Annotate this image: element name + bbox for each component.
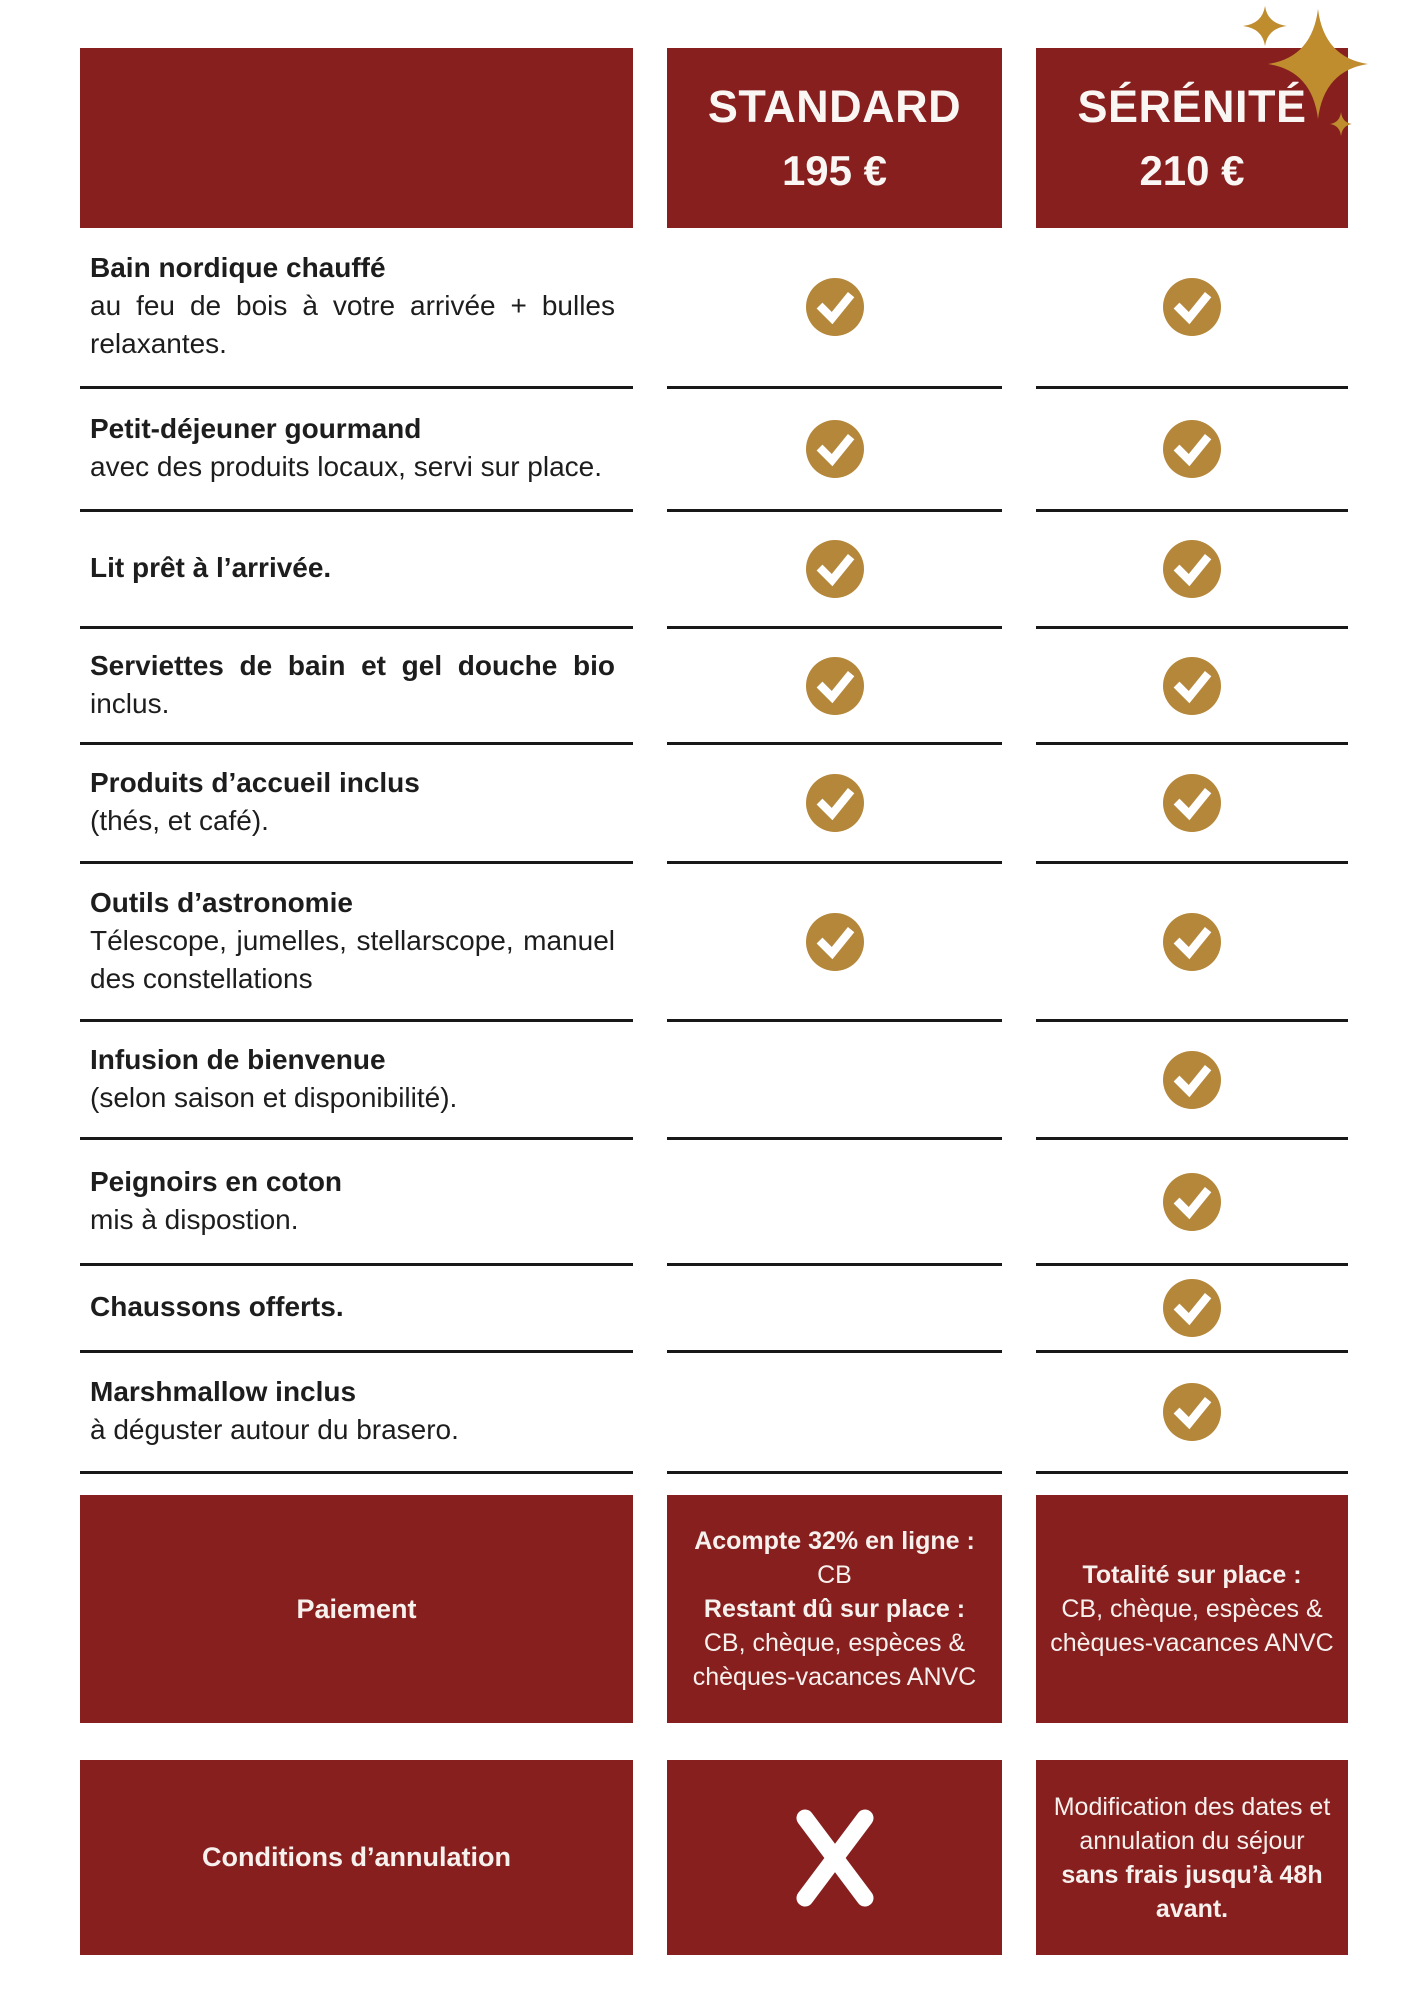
feature-description: avec des produits locaux, servi sur place. (90, 451, 603, 482)
feature-label-cell (80, 864, 633, 1022)
feature-standard-cell (667, 512, 1002, 629)
feature-text (90, 1288, 615, 1326)
feature-row (80, 1353, 1348, 1474)
x-mark-icon (785, 1802, 885, 1914)
feature-text (90, 764, 615, 840)
feature-row (80, 389, 1348, 512)
feature-row (80, 745, 1348, 864)
feature-standard-cell (667, 1022, 1002, 1140)
payment-standard-line: CB, chèque, espèces & (703, 1629, 966, 1657)
feature-row (80, 864, 1348, 1022)
feature-serenite-cell (1036, 512, 1348, 629)
check-circle-icon (1163, 1051, 1221, 1109)
feature-label-cell (80, 512, 633, 629)
plan-name-standard: STANDARD (707, 81, 962, 132)
check-circle-icon (806, 540, 864, 598)
check-circle-icon (806, 657, 864, 715)
cancellation-label: Conditions d’annulation (202, 1842, 511, 1872)
cancellation-serenite-line: Modification des dates et (1053, 1792, 1331, 1821)
feature-description: (selon saison et disponibilité). (90, 1081, 458, 1113)
feature-label-cell (80, 1353, 633, 1474)
plan-price-standard: 195 € (781, 147, 888, 194)
check-circle-icon (1163, 1173, 1221, 1231)
feature-row (80, 512, 1348, 629)
feature-text (90, 1373, 615, 1449)
payment-standard-line: chèques-vacances ANVC (692, 1663, 977, 1691)
feature-label-cell (80, 389, 633, 512)
feature-title: Peignoirs en coton (90, 1165, 343, 1197)
payment-standard-line: CB (817, 1561, 852, 1589)
payment-standard-cell (667, 1495, 1002, 1723)
cancellation-row (80, 1760, 1348, 1955)
check-circle-icon (1163, 774, 1221, 832)
feature-text (90, 647, 615, 723)
payment-label-cell (80, 1495, 633, 1723)
feature-standard-cell (667, 1140, 1002, 1266)
plan-name-serenite: SÉRÉNITÉ (1077, 81, 1307, 132)
feature-serenite-cell (1036, 1353, 1348, 1474)
check-circle-icon (1163, 420, 1221, 478)
check-circle-icon (806, 774, 864, 832)
payment-standard-line: Restant dû sur place : (703, 1595, 966, 1623)
feature-serenite-cell (1036, 1266, 1348, 1353)
feature-description: (thés, et café). (90, 805, 269, 836)
feature-text (90, 249, 615, 363)
feature-description: à déguster autour du brasero. (90, 1414, 459, 1445)
feature-standard-cell (667, 864, 1002, 1022)
feature-label-cell (80, 1022, 633, 1140)
payment-serenite-line: chèques-vacances ANVC (1050, 1629, 1334, 1657)
feature-title: Marshmallow inclus (90, 1376, 357, 1407)
feature-serenite-cell (1036, 745, 1348, 864)
check-circle-icon (806, 420, 864, 478)
feature-text (90, 884, 615, 998)
feature-serenite-cell (1036, 389, 1348, 512)
feature-description: inclus. (90, 687, 170, 719)
feature-title: Produits d’accueil inclus (90, 767, 420, 798)
feature-serenite-cell (1036, 864, 1348, 1022)
feature-description: Télescope, jumelles, stellarscope, manuel des constellations (90, 924, 615, 994)
check-circle-icon (1163, 540, 1221, 598)
feature-text (90, 549, 615, 587)
cancellation-serenite-cell (1036, 1760, 1348, 1955)
payment-serenite-line: Totalité sur place : (1082, 1561, 1302, 1589)
table-header (80, 48, 1348, 228)
feature-standard-cell (667, 389, 1002, 512)
feature-description: mis à dispostion. (90, 1203, 299, 1235)
sparkles-icon (1196, 0, 1414, 160)
check-circle-icon (1163, 913, 1221, 971)
feature-title: Lit prêt à l’arrivée. (90, 552, 332, 583)
feature-standard-cell (667, 629, 1002, 745)
feature-row (80, 1022, 1348, 1140)
feature-title: Petit-déjeuner gourmand (90, 413, 422, 444)
feature-title: Chaussons offerts. (90, 1291, 344, 1322)
payment-row (80, 1495, 1348, 1723)
feature-title: Bain nordique chauffé (90, 252, 386, 283)
plan-price-serenite: 210 € (1139, 147, 1245, 194)
feature-title: Serviettes de bain et gel douche bio (90, 649, 615, 681)
features-list (0, 228, 1414, 1474)
feature-text (90, 410, 615, 486)
check-circle-icon (1163, 1279, 1221, 1337)
feature-label-cell (80, 1140, 633, 1266)
feature-label-cell (80, 1266, 633, 1353)
feature-label-cell (80, 629, 633, 745)
header-plan-standard (667, 48, 1002, 228)
payment-serenite-line: CB, chèque, espèces & (1061, 1595, 1323, 1623)
feature-row (80, 228, 1348, 389)
feature-standard-cell (667, 1266, 1002, 1353)
feature-label-cell (80, 228, 633, 389)
feature-text (90, 1041, 615, 1117)
payment-serenite-cell (1036, 1495, 1348, 1723)
payment-standard-line: Acompte 32% en ligne : (694, 1527, 975, 1555)
feature-standard-cell (667, 745, 1002, 864)
cancellation-serenite-line: avant. (1155, 1894, 1229, 1923)
feature-serenite-cell (1036, 1022, 1348, 1140)
cancellation-standard-cell (667, 1760, 1002, 1955)
feature-standard-cell (667, 1353, 1002, 1474)
feature-description: au feu de bois à votre arrivée + bulles relaxantes. (90, 290, 615, 359)
feature-text (90, 1163, 615, 1239)
header-empty-cell (80, 48, 633, 228)
feature-serenite-cell (1036, 228, 1348, 389)
feature-serenite-cell (1036, 1140, 1348, 1266)
feature-row (80, 1140, 1348, 1266)
cancellation-serenite-line: sans frais jusqu’à 48h (1061, 1860, 1323, 1889)
feature-row (80, 1266, 1348, 1353)
cancellation-label-cell (80, 1760, 633, 1955)
check-circle-icon (1163, 657, 1221, 715)
feature-serenite-cell (1036, 629, 1348, 745)
check-circle-icon (806, 913, 864, 971)
feature-title: Infusion de bienvenue (90, 1043, 386, 1075)
feature-title: Outils d’astronomie (90, 886, 353, 918)
check-circle-icon (1163, 1383, 1221, 1441)
feature-label-cell (80, 745, 633, 864)
cancellation-serenite-line: annulation du séjour (1079, 1826, 1305, 1855)
check-circle-icon (1163, 278, 1221, 336)
feature-row (80, 629, 1348, 745)
check-circle-icon (806, 278, 864, 336)
payment-label: Paiement (296, 1593, 417, 1624)
feature-standard-cell (667, 228, 1002, 389)
